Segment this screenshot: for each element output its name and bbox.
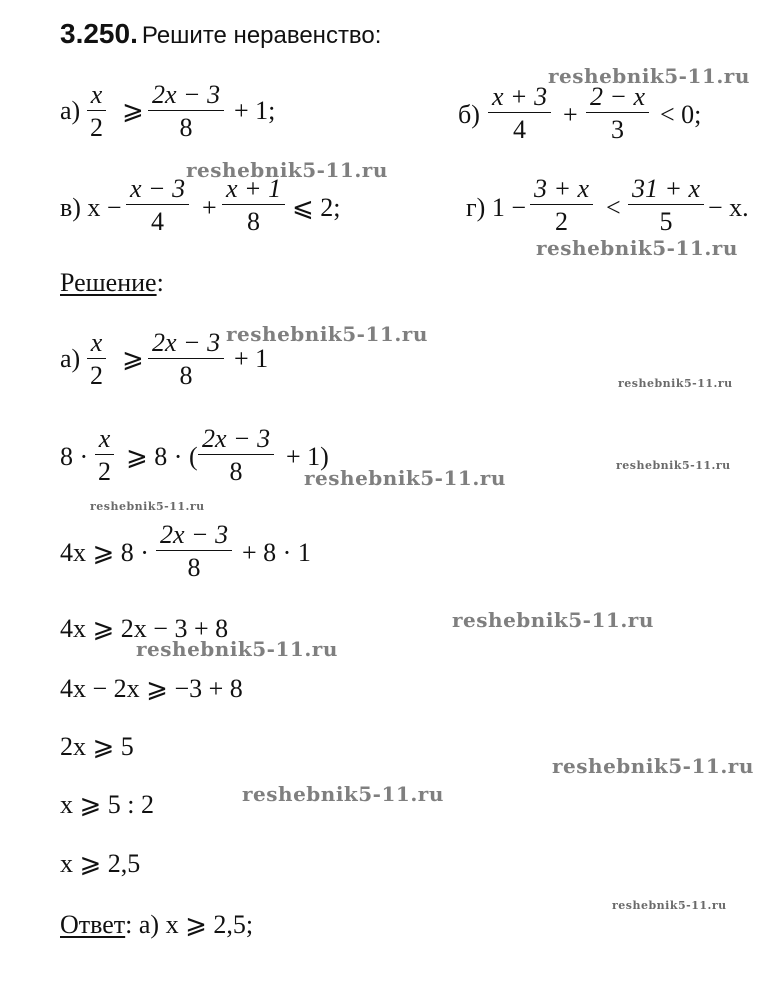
task-v-tail: ⩽ 2; [292,193,341,222]
task-g-relation: < [606,193,621,222]
step-8: x ⩾ 2,5 [60,849,141,878]
task-g-tail: − x. [708,193,749,222]
answer-label: Ответ [60,910,126,939]
step-7: x ⩾ 5 : 2 [60,790,155,819]
task-b-label: б) [458,100,480,129]
answer-text: : а) x ⩾ 2,5; [125,910,254,939]
task-b-fraction-2: $\frac{2 - x}{3}$ [586,84,649,143]
step-2-lead: 8 · [60,442,89,471]
problem-header [60,18,381,50]
task-b-operator: + [563,100,578,129]
answer-line [60,910,253,940]
step-5: 4x − 2x ⩾ −3 + 8 [60,674,243,703]
watermark: reshebnik5-11.ru [226,322,428,346]
task-b-fraction-1: $\frac{x + 3}{4}$ [488,84,551,143]
task-g-fraction-1: $\frac{3 + x}{2}$ [530,176,593,235]
watermark: reshebnik5-11.ru [452,608,654,632]
task-a-tail: + 1; [234,96,276,125]
task-g-fraction-2: $\frac{31 + x}{5}$ [628,176,704,235]
task-v-fraction-1: $\frac{x - 3}{4}$ [126,176,189,235]
task-g-label: г) 1 − [466,193,526,222]
step-2-middle: ⩾ 8 · ( [126,442,198,471]
step-4: 4x ⩾ 2x − 3 + 8 [60,614,229,643]
step-1-fraction-2: $\frac{2x - 3}{8}$ [148,330,224,389]
step-2-tail: + 1) [286,442,329,471]
watermark: reshebnik5-11.ru [552,754,754,778]
step-3-fraction: $\frac{2x - 3}{8}$ [156,522,232,581]
step-2-fraction-2: $\frac{2x - 3}{8}$ [198,426,274,485]
watermark: reshebnik5-11.ru [186,158,388,182]
watermark: reshebnik5-11.ru [136,637,338,661]
watermark: reshebnik5-11.ru [548,64,750,88]
step-1-fraction-1: $\frac{x}{2}$ [86,330,107,389]
task-b-tail: < 0; [660,100,702,129]
step-1-tail: + 1 [234,344,269,373]
step-2-fraction-1: $\frac{x}{2}$ [94,426,115,485]
task-v-operator: + [202,193,217,222]
problem-statement: Решите неравенство: [141,22,382,49]
watermark: reshebnik5-11.ru [304,466,506,490]
task-v-fraction-2: $\frac{x + 1}{8}$ [222,176,285,235]
step-1-label: а) [60,344,81,373]
watermark: reshebnik5-11.ru [618,377,733,390]
watermark: reshebnik5-11.ru [612,899,727,912]
task-a-fraction-1: $\frac{x}{2}$ [86,82,107,141]
watermark: reshebnik5-11.ru [242,782,444,806]
step-6: 2x ⩾ 5 [60,732,134,761]
watermark: reshebnik5-11.ru [90,500,205,513]
solution-heading: Решение: [60,268,164,297]
step-3-lead: 4x ⩾ 8 · [60,538,149,567]
problem-number: 3.250. [60,18,138,49]
task-a-label: а) [60,96,81,125]
step-1-relation: ⩾ [122,344,144,373]
step-3-tail: + 8 · 1 [242,538,311,567]
task-v-label: в) x − [60,193,122,222]
task-a-fraction-2: $\frac{2x - 3}{8}$ [148,82,224,141]
task-a-relation: ⩾ [122,96,144,125]
watermark: reshebnik5-11.ru [616,459,731,472]
watermark: reshebnik5-11.ru [536,236,738,260]
